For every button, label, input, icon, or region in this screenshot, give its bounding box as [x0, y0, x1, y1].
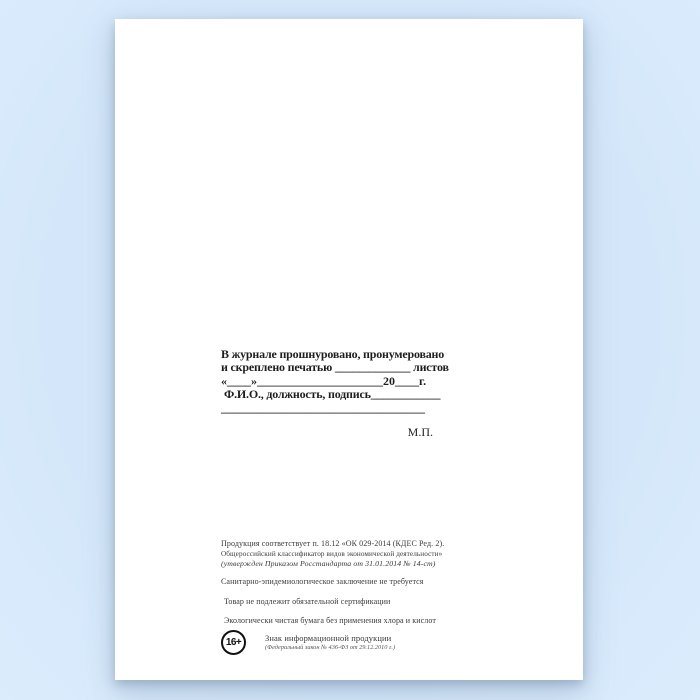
binding-blank-underline: __________________________________: [221, 400, 425, 415]
binding-date-blank-line: «____»_____________________20____г.: [221, 373, 427, 388]
info-sign-text: [265, 630, 395, 651]
binding-statement-line-2: и скреплено печатью _____________ листов: [221, 360, 449, 375]
product-compliance-note-line-3: (утвержден Приказом Росстандарта от 31.01.2014 № 14-ст): [221, 558, 436, 568]
info-sign-title: Знак информационной продукции: [265, 633, 392, 643]
product-compliance-note-line-1: Продукция соответствует п. 18.12 «ОК 029-2014 (КДЕС Ред. 2).: [221, 539, 445, 548]
product-compliance-note-line-2: Общероссийский классификатор видов экономической деятельности»: [221, 549, 443, 558]
age-rating-16plus-icon: [221, 630, 246, 655]
sanitary-note: Санитарно-эпидемиологическое заключение не требуется: [221, 577, 424, 586]
info-sign-law-reference: (Федеральный закон № 436-ФЗ от 29.12.2010 г.): [265, 644, 396, 651]
binding-statement: [221, 347, 449, 415]
info-product-sign: [221, 630, 395, 655]
binding-statement-line-1: В журнале прошнуровано, пронумеровано: [221, 347, 445, 361]
certification-note: Товар не подлежит обязательной сертификации: [224, 597, 391, 606]
seal-placeholder: М.П.: [407, 425, 433, 439]
journal-back-cover-sheet: [115, 19, 583, 680]
binding-fio-signature-line: Ф.И.О., должность, подпись____________: [224, 387, 441, 402]
age-rating-label: 16+: [225, 637, 242, 648]
eco-paper-note: Экологически чистая бумага без применения хлора и кислот: [224, 616, 436, 625]
